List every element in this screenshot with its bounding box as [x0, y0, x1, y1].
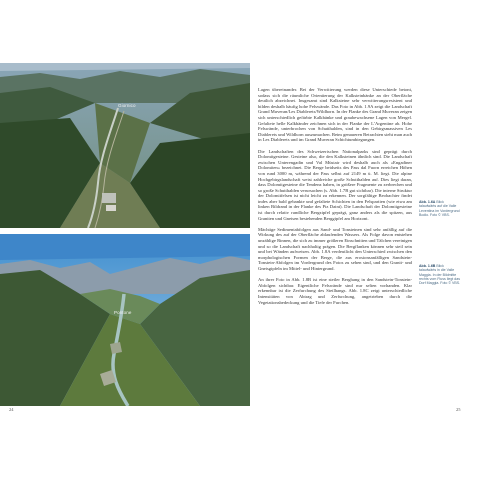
page-number-left: 24: [9, 407, 14, 412]
body-paragraph: Mächtige Sedimentabfolgen aus Sand- und Tonsteinen sind sehr anfällig auf die Wirkung des auf der Oberfläche ablaufenden Wassers. Als Folge davon entstehen unzählige Rinnen, die sich zu immer größeren Einschnitten und Tälchen vereinigen und so die Landschaft nachhaltig prägen. Die Bergflanken können sehr steil sein und bei Wänden aufweisen. Abb. 1.8A verdeutlicht den Unterschied zwischen den morphologischen Formen der Berge, die aus erosionsanfälligen Sandstein-Tonstein-Abfolgen im Vordergrund des Fotos zu sehen sind, und den Granit- und Gneisgipfeln im Mittel- und Hintergrund.: [258, 226, 412, 271]
photo-valle-maggia: [0, 234, 250, 406]
body-paragraph: Lagen übereinander. Bei der Verwitterung werden diese Unterschiede betont, sodass sich die räumliche Orientierung der Kalksteinbänke an der Oberfläche deutlich abzeichnet. Insgesamt sind Kalksteine sehr verwitterungsresistent und bilden deshalb häufig hohe Felswände. Das Foto in Abb. 1.9A zeigt die Landschaft Grand Muveran/Les Diablerets/Wildhorn. In der Flanke des Grand Muveran zeigen sich unterschiedlich gefärbte Kalkbänke und graubewachsene Lagen von Mergel. Gefaltete helle Kalkbänder zeichnen sich in der Flanke der L’Argentine ab. Hohe Felswände, unterbrochen von Schutthalden, sind in den Gebirgsmassiven Les Diablerets und Wildhorn auszumachen. Beim genaueren Betrachten sieht man auch in Les Diablerets und im Grand Muveran Schichtumbiegungen.: [258, 87, 412, 143]
body-paragraph: An ihrer Foto in Abb. 1.8B ist eine steiler Berghang in den Sandstein-Tonstein-Abfolgen sichtbar. Eigentliche Felswände sind nur selten vorhanden. Klar erkennbar ist die Zerfurchung des Steilhangs. Abb. 1.8C zeigt unterschiedliche Intensitäten von Abtrag und Zerfurchung, angetrieben durch die Vegetationsbedeckung und die Tiefe der Furchen.: [258, 277, 412, 305]
caption-text: Blick talaufwärts in die Valle Maggia. In der Bildmitte rechts vom Fluss liegt das Dorf Maggia. Foto © VBS.: [419, 264, 461, 286]
figure-caption-a: [419, 200, 461, 217]
photo-valle-leventina: [0, 63, 250, 228]
caption-text: Blick talaufwärts auf die Valle Leventina im Vordergrund Bodio. Foto © VBS.: [419, 200, 460, 217]
page-number-right: 25: [456, 407, 461, 412]
photo-label-top: Giornico: [118, 103, 136, 108]
caption-number: Abb. 1.6A: [419, 200, 436, 204]
figure-caption-b: [419, 264, 461, 285]
photo-label-bottom: Pontone: [114, 310, 132, 315]
caption-number: Abb. 1.6B: [419, 264, 436, 268]
aerial-photo-bottom: [0, 234, 250, 406]
body-text-column: [258, 87, 412, 305]
aerial-photo-top: [0, 63, 250, 228]
body-paragraph: Die Landschaften des Schweizerischen Nationalparks sind geprägt durch Dolomitgesteine. Gesteine also, die den Kalksteinen ähnlich sind. Die Landschaft zwischen Unterengadin und Val Müstair wird deshalb auch als «Engadiner Dolomiten» bezeichnet. Die Berge beidseits des Pass dal Fuorn erreichen Höhen von rund 3000 m, während der Pass selbst auf 2149 m ü. M. liegt. Die alpine Hochgebirgslandschaft weist zahlreiche große Schutthalden auf. Dies liegt daran, dass Dolomitgesteine die Tendenz haben, in größere Fragmente zu zerbrechen und so große Schutthalden verursachen (s. Abb. 1.7B gut sichtbar). Die interne Struktur der Dolomitfelsen ist nicht leicht zu erkennen. Der sorgfältige Beobachter findet indes aber bald gebankte und gefaltete Schichten in den Felspartien (wie etwa am linken Bildrand in der Flanke des Piz Daint). Die Landschaft der Dolomitgesteine ist durch relativ rundliche Bergzipfel geprägt, ganz anders als die spitzen, aus Graniten und Gneisen bestehenden Berggipfel am Horizont.: [258, 148, 412, 221]
